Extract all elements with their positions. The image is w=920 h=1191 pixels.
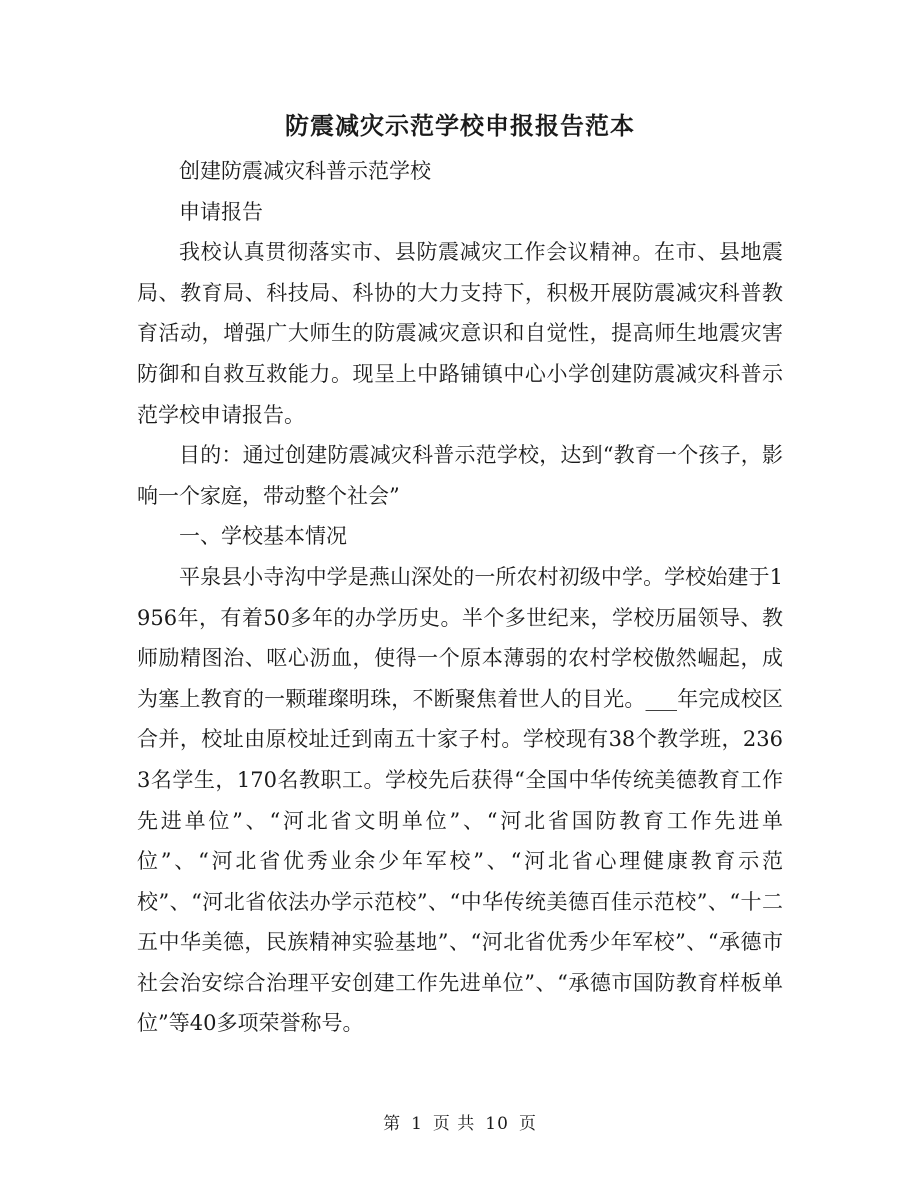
school-info-paragraph: 平泉县小寺沟中学是燕山深处的一所农村初级中学。学校始建于1956年，有着50多年的办学历史。半个多世纪来，学校历届领导、教师励精图治、呕心沥血，使得一个原本薄弱的农村学校傲然崛起，成为塞上教育的一颗璀璨明珠，不断聚焦着世人的目光。___年完成校区合并，校址由原校址迁到南五十家子村。学校现有38个教学班，2363名学生，170名教职工。学校先后获得“全国中华传统美德教育工作先进单位”、“河北省文明单位”、“河北省国防教育工作先进单位”、“河北省优秀业余少年军校”、“河北省心理健康教育示范校”、“河北省依法办学示范校”、“中华传统美德百佳示范校”、“十二五中华美德，民族精神实验基地”、“河北省优秀少年军校”、“承德市社会治安综合治理平安创建工作先进单位”、“承德市国防教育样板单位”等40多项荣誉称号。 xyxy=(137,564,783,1036)
purpose-paragraph: 目的：通过创建防震减灾科普示范学校，达到“教育一个孩子，影响一个家庭，带动整个社会” xyxy=(137,443,783,508)
report-heading-paragraph: 申请报告 xyxy=(179,199,263,224)
footer-total-pages: 10 xyxy=(485,1114,509,1134)
footer-mid: 页 共 xyxy=(432,1114,476,1134)
intro-paragraph: 我校认真贯彻落实市、县防震减灾工作会议精神。在市、县地震局、教育局、科技局、科协的大力支持下，积极开展防震减灾科普教育活动，增强广大师生的防震减灾意识和自觉性，提高师生地震灾害防御和自救互救能力。现呈上中路铺镇中心小学创建防震减灾科普示范学校申请报告。 xyxy=(137,240,783,427)
subtitle-paragraph: 创建防震减灾科普示范学校 xyxy=(179,159,431,183)
section-heading-paragraph: 一、学校基本情况 xyxy=(179,524,347,549)
document-title: 防震减灾示范学校申报报告范本 xyxy=(285,111,635,140)
document-body xyxy=(137,151,783,1044)
footer-page-number: 1 xyxy=(411,1114,423,1134)
footer-suffix: 页 xyxy=(518,1114,537,1134)
footer-prefix: 第 xyxy=(383,1114,402,1134)
page-footer xyxy=(0,1111,920,1137)
